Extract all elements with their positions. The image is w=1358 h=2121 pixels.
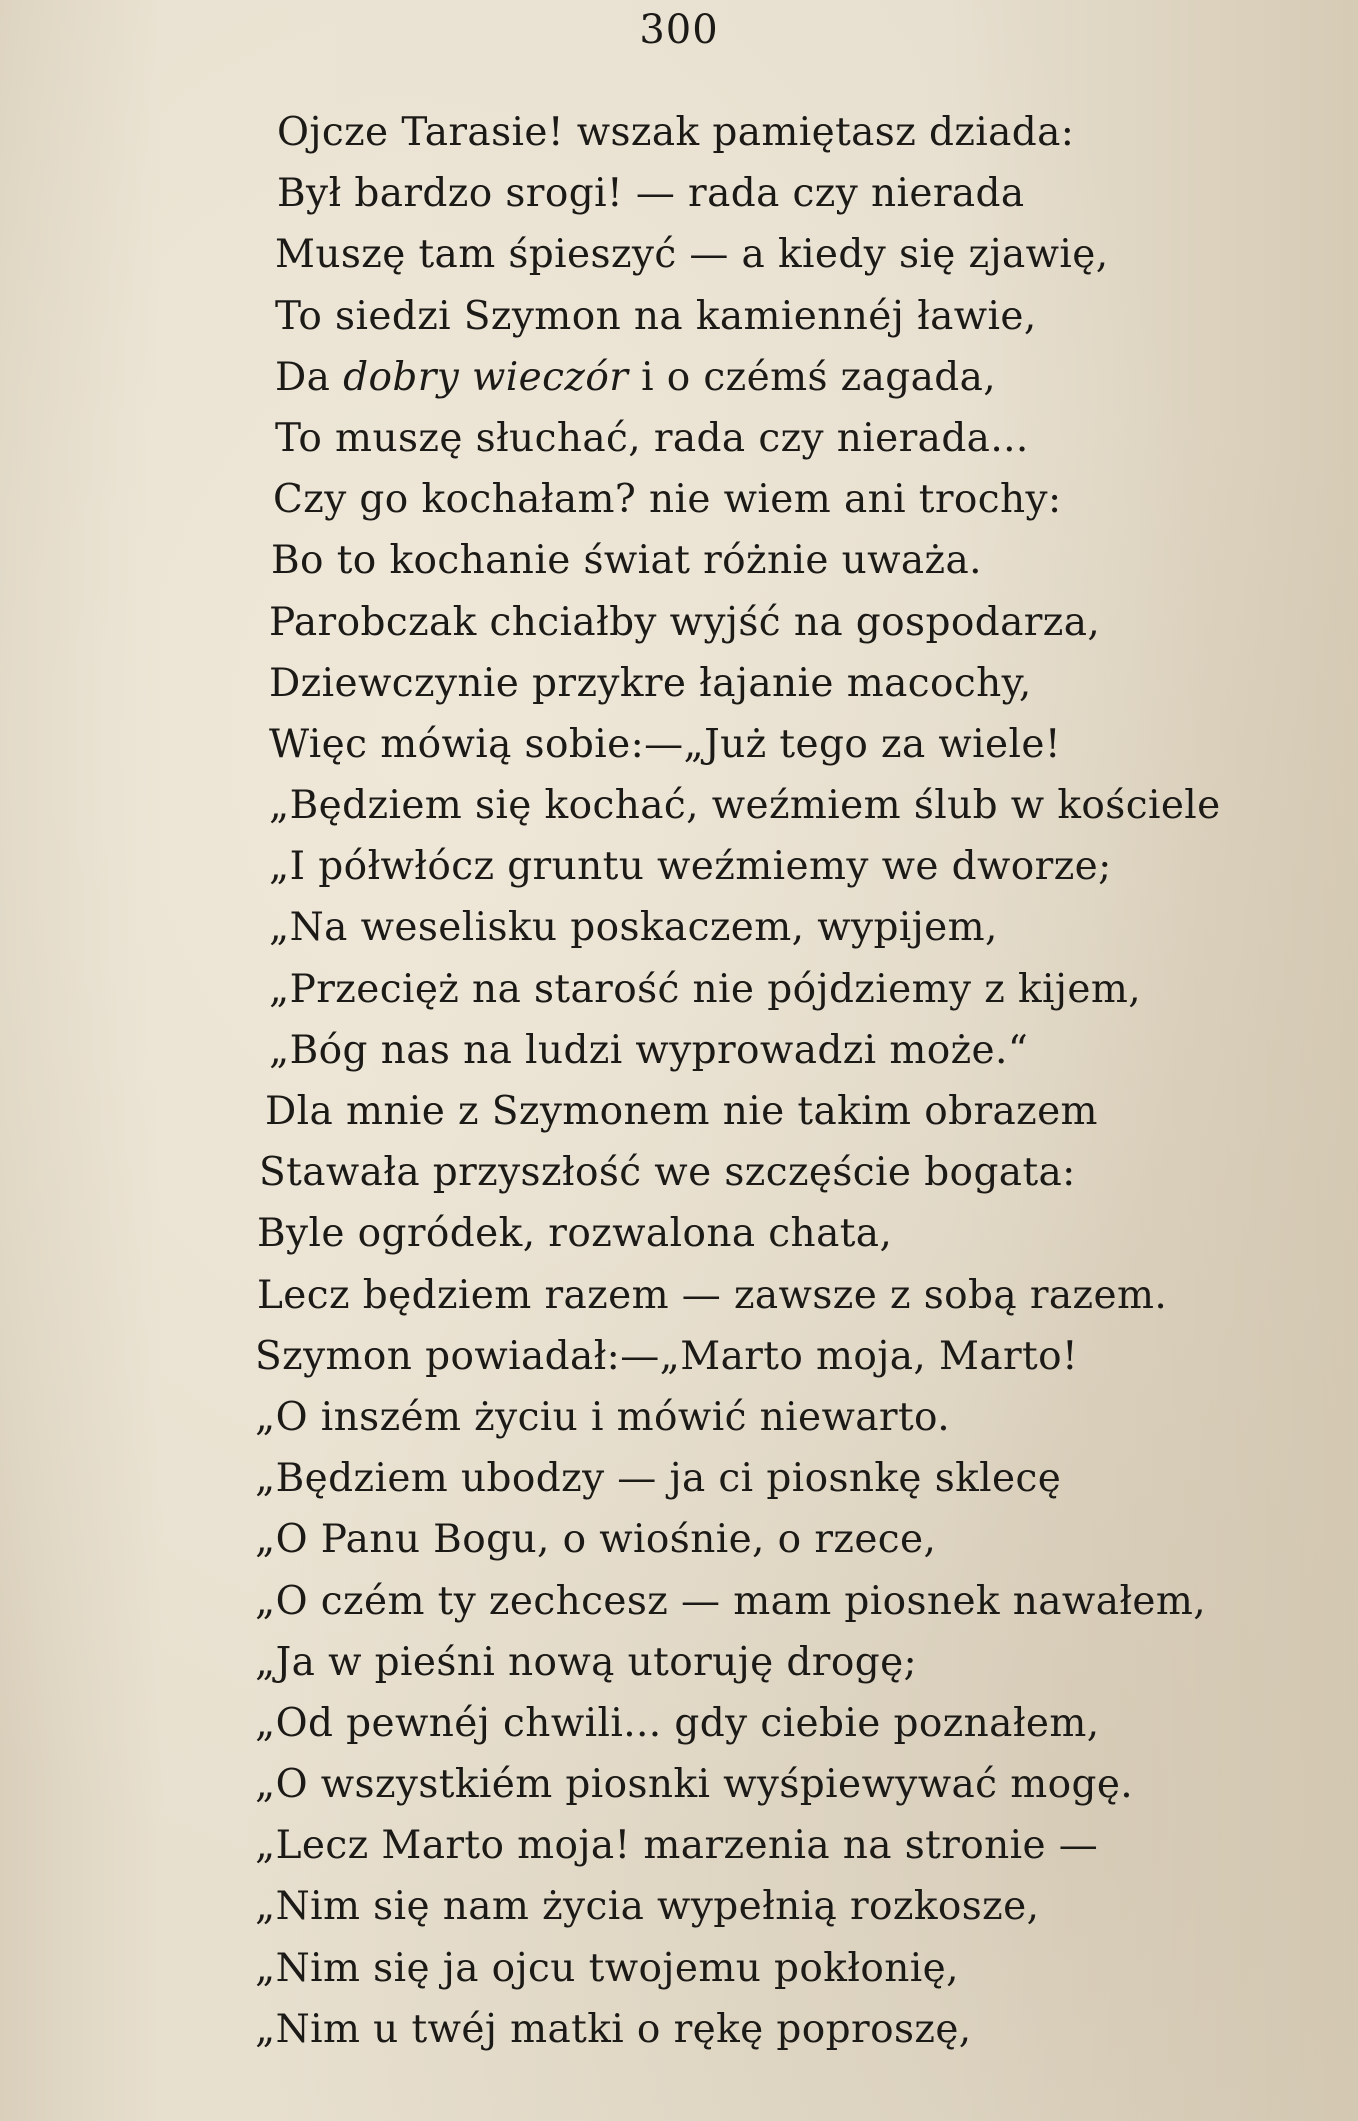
poem-line: „O inszém życiu i mówić niewarto.: [255, 1394, 951, 1440]
poem-line: „O wszystkiém piosnki wyśpiewywać mogę.: [255, 1762, 1134, 1808]
poem-line: „Nim się ja ojcu twojemu pokłonię,: [255, 1945, 959, 1991]
poem-line: Ojcze Tarasie! wszak pamiętasz dziada:: [277, 110, 1075, 155]
poem-line: „Przecięż na starość nie pójdziemy z kijem,: [269, 966, 1142, 1012]
poem-line: [255, 347, 1335, 408]
poem-line-text: Da: [275, 354, 344, 400]
poem-line: Muszę tam śpieszyć — a kiedy się zjawię,: [275, 232, 1109, 278]
poem-text: [255, 102, 1335, 2060]
poem-line: „I półwłócz gruntu weźmiemy we dworze;: [269, 844, 1112, 890]
poem-line: „Nim u twéj matki o rękę poproszę,: [255, 2006, 972, 2052]
poem-line: Był bardzo srogi! — rada czy nierada: [277, 171, 1025, 217]
poem-line: Szymon powiadał:—„Marto moja, Marto!: [255, 1333, 1079, 1379]
poem-line: „Będziem się kochać, weźmiem ślub w kościele: [269, 783, 1221, 829]
poem-line: Czy go kochałam? nie wiem ani trochy:: [273, 477, 1062, 523]
poem-line: „Na weselisku poskaczem, wypijem,: [269, 905, 998, 951]
poem-line: Parobczak chciałby wyjść na gospodarza,: [269, 599, 1101, 645]
poem-line-text: i o czémś zagada,: [628, 354, 997, 400]
poem-line: „Ja w pieśni nową utoruję drogę;: [255, 1639, 918, 1685]
page-number: 300: [639, 7, 719, 53]
poem-line: Dla mnie z Szymonem nie takim obrazem: [265, 1089, 1098, 1134]
poem-line: „O Panu Bogu, o wiośnie, o rzece,: [255, 1517, 937, 1563]
poem-line: Byle ogródek, rozwalona chata,: [257, 1211, 893, 1257]
poem-line: „Lecz Marto moja! marzenia na stronie —: [255, 1823, 1099, 1869]
poem-line: „Będziem ubodzy — ja ci piosnkę sklecę: [255, 1456, 1062, 1502]
poem-line: Lecz będziem razem — zawsze z sobą razem.: [257, 1272, 1168, 1318]
poem-line: Bo to kochanie świat różnie uważa.: [271, 538, 982, 584]
poem-line: „Od pewnéj chwili... gdy ciebie poznałem,: [255, 1700, 1100, 1746]
poem-line: To siedzi Szymon na kamiennéj ławie,: [275, 293, 1037, 339]
poem-line: Dziewczynie przykre łajanie macochy,: [269, 660, 1032, 706]
poem-line: Więc mówią sobie:—„Już tego za wiele!: [269, 721, 1061, 767]
poem-line: To muszę słuchać, rada czy nierada...: [275, 415, 1029, 461]
poem-line: „Bóg nas na ludzi wyprowadzi może.“: [269, 1027, 1029, 1073]
poem-line: „O czém ty zechcesz — mam piosnek nawałem,: [255, 1578, 1207, 1624]
poem-line: Stawała przyszłość we szczęście bogata:: [259, 1150, 1076, 1196]
poem-line-emphasis: dobry wieczór: [343, 354, 629, 400]
poem-line: „Nim się nam życia wypełnią rozkosze,: [255, 1884, 1040, 1930]
